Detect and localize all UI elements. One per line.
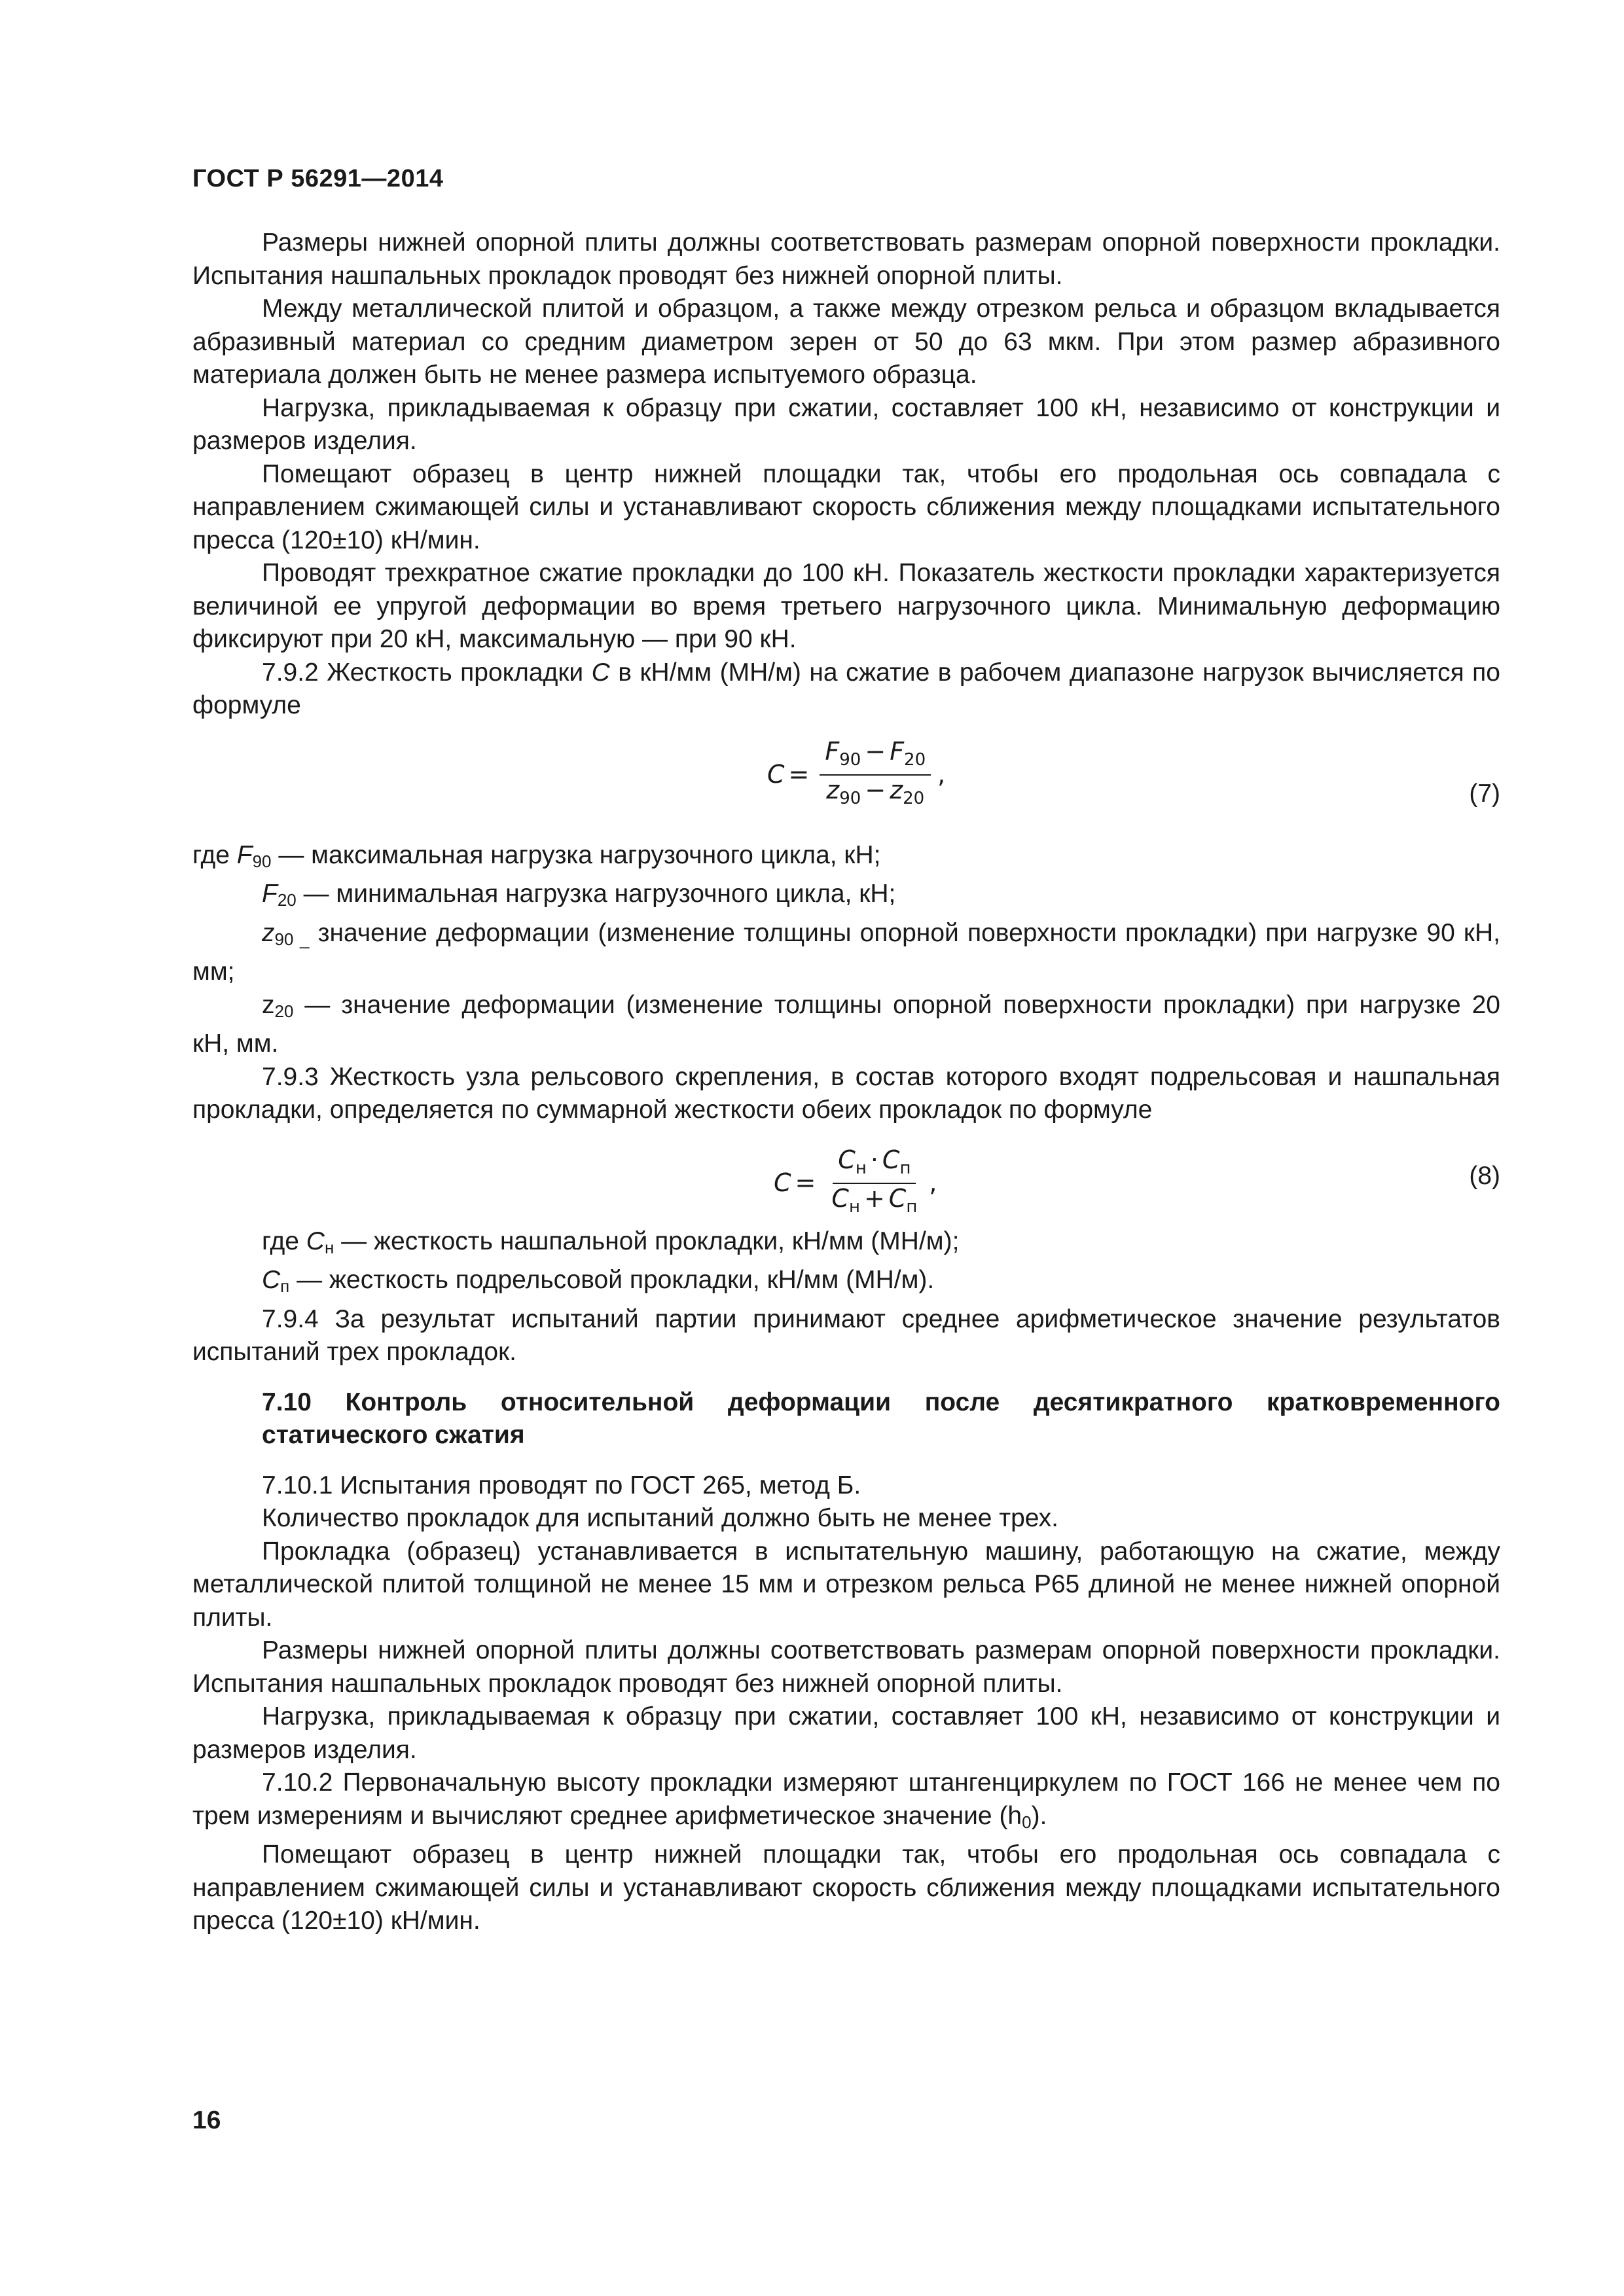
fraction: $\frac{C_н \cdot C_п}{C_н + C_п}$ [831,1145,918,1217]
paragraph: Размеры нижней опорной плиты должны соответствовать размерам опорной поверхности прокладки. Испытания нашпальных прокладок проводят без нижней опорной плиты. [192,1636,1500,1698]
paragraph-7-10-2: 7.10.2 Первоначальную высоту прокладки измеряют штангенциркулем по ГОСТ 166 не менее чем по трем измерениям и вычисляют среднее арифметическое значение $(h_0)$. [192,1768,1500,1832]
paragraph: Размеры нижней опорной плиты должны соответствовать размерам опорной поверхности прокладки. Испытания нашпальных прокладок проводят без нижней опорной плиты. [192,228,1500,290]
formula-7-expression: C = $\frac{F_{90} - F_{20}}{z_{90} - z_{20}}$ , [767,737,945,813]
paragraph-7-9-3: 7.9.3 Жесткость узла рельсового скрепления, в состав которого входят подрельсовая и нашпальная прокладки, определяется по суммарной жесткости обеих прокладок по формуле [192,1062,1500,1124]
section-heading-7-10: 7.10 Контроль относительной деформации после десятикратного кратковременного статического сжатия [262,1388,1500,1449]
definition-item: $F_{20}$ — минимальная нагрузка нагрузочного цикла, кН; [262,880,896,910]
paragraph: Нагрузка, прикладываемая к образцу при сжатии, составляет 100 кН, независимо от конструкции и размеров изделия. [192,393,1500,455]
definition-item: где $F_{90}$ — максимальная нагрузка нагрузочного цикла, кН; [192,840,881,871]
paragraph: Количество прокладок для испытаний должно быть не менее трех. [262,1504,1058,1532]
paragraph: Помещают образец в центр нижней площадки так, чтобы его продольная ось совпадала с направлением сжимающей силы и устанавливают скорость сближения между площадками испытательного пресса (120±10) кН/мин. [192,1840,1500,1935]
definitions-8 [192,1225,1500,1303]
formula-7 [192,723,1500,839]
paragraph-7-9-2: 7.9.2 Жесткость прокладки C в кН/мм (МН/м) на сжатие в рабочем диапазоне нагрузок вычисляется по формуле [192,658,1500,719]
paragraph: Нагрузка, прикладываемая к образцу при сжатии, составляет 100 кН, независимо от конструкции и размеров изделия. [192,1702,1500,1764]
document-header: ГОСТ Р 56291—2014 [192,165,444,192]
definition-item: где $C_н$ — жесткость нашпальной прокладки, кН/мм (МН/м); [262,1227,960,1257]
fraction: $\frac{F_{90} - F_{20}}{z_{90} - z_{20}}$ [820,737,931,813]
paragraph-7-9-4: 7.9.4 За результат испытаний партии принимают среднее арифметическое значение результатов испытаний трех прокладок. [192,1304,1500,1366]
formula-8 [192,1127,1500,1225]
paragraph: Между металлической плитой и образцом, а также между отрезком рельса и образцом вкладывается абразивный материал со средним диаметром зерен от 50 до 63 мкм. При этом размер абразивного материала должен быть не менее размера испытуемого образца. [192,295,1500,389]
variable-c: C [591,658,610,687]
definitions-7 [192,839,1500,1061]
definition-item: $z_{20}$ — значение деформации (изменение толщины опорной поверхности прокладки) при нагрузке 20 кН, мм. [192,990,1500,1058]
paragraph: Проводят трехкратное сжатие прокладки до 100 кН. Показатель жесткости прокладки характеризуется величиной ее упругой деформации во время третьего нагрузочного цикла. Минимальную деформацию фиксируют при 20 кН, максимальную — при 90 кН. [192,559,1500,653]
paragraph: 7.10.1 Испытания проводят по ГОСТ 265, метод Б. [262,1471,861,1499]
paragraph: Помещают образец в центр нижней площадки так, чтобы его продольная ось совпадала с направлением сжимающей силы и устанавливают скорость сближения между площадками испытательного пресса (120±10) кН/мин. [192,459,1500,554]
formula-8-expression: C = $\frac{C_н \cdot C_п}{C_н + C_п}$ , [774,1145,937,1221]
equation-number: (7) [1469,779,1500,808]
document-body [192,226,1500,1938]
definition-item: $C_п$ — жесткость подрельсовой прокладки, кН/мм (МН/м). [262,1266,935,1296]
definition-item: $z_{90 \_}$ значение деформации (изменение толщины опорной поверхности прокладки) при нагрузке 90 кН, мм; [192,918,1500,986]
equation-number: (8) [1469,1161,1500,1190]
paragraph: Прокладка (образец) устанавливается в испытательную машину, работающую на сжатие, между металлической плитой толщиной не менее 15 мм и отрезком рельса Р65 длиной не менее нижней опорной плиты. [192,1537,1500,1632]
page-number: 16 [192,2106,221,2134]
